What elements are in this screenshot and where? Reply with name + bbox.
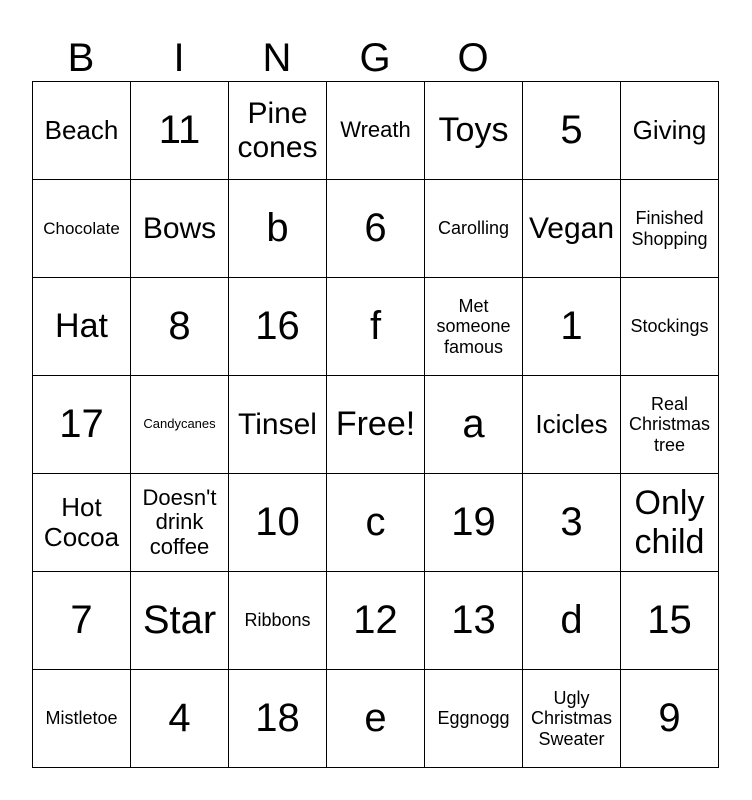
bingo-cell[interactable]: 15 <box>621 572 719 670</box>
bingo-cell[interactable]: Giving <box>621 82 719 180</box>
bingo-cell[interactable]: 6 <box>327 180 425 278</box>
bingo-cell[interactable]: d <box>523 572 621 670</box>
bingo-cell[interactable]: Toys <box>425 82 523 180</box>
bingo-cell[interactable]: Beach <box>33 82 131 180</box>
header-letter-o: O <box>457 36 489 80</box>
bingo-cell[interactable]: 3 <box>523 474 621 572</box>
bingo-cell[interactable]: e <box>327 670 425 768</box>
bingo-cell[interactable]: 10 <box>229 474 327 572</box>
bingo-cell[interactable]: Hot Cocoa <box>33 474 131 572</box>
bingo-cell[interactable]: Eggnogg <box>425 670 523 768</box>
bingo-cell[interactable]: Pine cones <box>229 82 327 180</box>
header-letter-n: N <box>262 36 292 80</box>
bingo-cell[interactable]: Bows <box>131 180 229 278</box>
bingo-cell[interactable]: a <box>425 376 523 474</box>
bingo-cell[interactable]: Finished Shopping <box>621 180 719 278</box>
bingo-cell[interactable]: 5 <box>523 82 621 180</box>
bingo-cell[interactable]: 9 <box>621 670 719 768</box>
bingo-cell[interactable]: 8 <box>131 278 229 376</box>
bingo-cell[interactable]: Carolling <box>425 180 523 278</box>
bingo-cell[interactable]: 11 <box>131 82 229 180</box>
header-letter-i: I <box>173 36 185 80</box>
bingo-card-grid <box>32 81 719 768</box>
bingo-cell[interactable]: 12 <box>327 572 425 670</box>
bingo-cell[interactable]: Vegan <box>523 180 621 278</box>
bingo-cell[interactable]: Only child <box>621 474 719 572</box>
bingo-cell[interactable]: Candycanes <box>131 376 229 474</box>
bingo-cell[interactable]: 1 <box>523 278 621 376</box>
bingo-cell[interactable]: Hat <box>33 278 131 376</box>
bingo-cell[interactable]: Ugly Christmas Sweater <box>523 670 621 768</box>
header-letter-g: G <box>359 36 391 80</box>
bingo-header <box>32 34 522 82</box>
bingo-cell[interactable]: 13 <box>425 572 523 670</box>
free-space-cell[interactable]: Free! <box>327 376 425 474</box>
header-letter-b: B <box>67 36 95 80</box>
bingo-cell[interactable]: 18 <box>229 670 327 768</box>
bingo-cell[interactable]: Stockings <box>621 278 719 376</box>
bingo-cell[interactable]: Met someone famous <box>425 278 523 376</box>
bingo-cell[interactable]: 16 <box>229 278 327 376</box>
bingo-cell[interactable]: 4 <box>131 670 229 768</box>
bingo-cell[interactable]: Star <box>131 572 229 670</box>
bingo-cell[interactable]: 7 <box>33 572 131 670</box>
bingo-cell[interactable]: 19 <box>425 474 523 572</box>
bingo-cell[interactable]: Wreath <box>327 82 425 180</box>
bingo-cell[interactable]: Doesn't drink coffee <box>131 474 229 572</box>
bingo-cell[interactable]: Ribbons <box>229 572 327 670</box>
bingo-cell[interactable]: f <box>327 278 425 376</box>
bingo-cell[interactable]: Real Christmas tree <box>621 376 719 474</box>
bingo-cell[interactable]: c <box>327 474 425 572</box>
bingo-cell[interactable]: b <box>229 180 327 278</box>
bingo-cell[interactable]: Tinsel <box>229 376 327 474</box>
bingo-cell[interactable]: 17 <box>33 376 131 474</box>
bingo-cell[interactable]: Icicles <box>523 376 621 474</box>
bingo-cell[interactable]: Chocolate <box>33 180 131 278</box>
bingo-cell[interactable]: Mistletoe <box>33 670 131 768</box>
